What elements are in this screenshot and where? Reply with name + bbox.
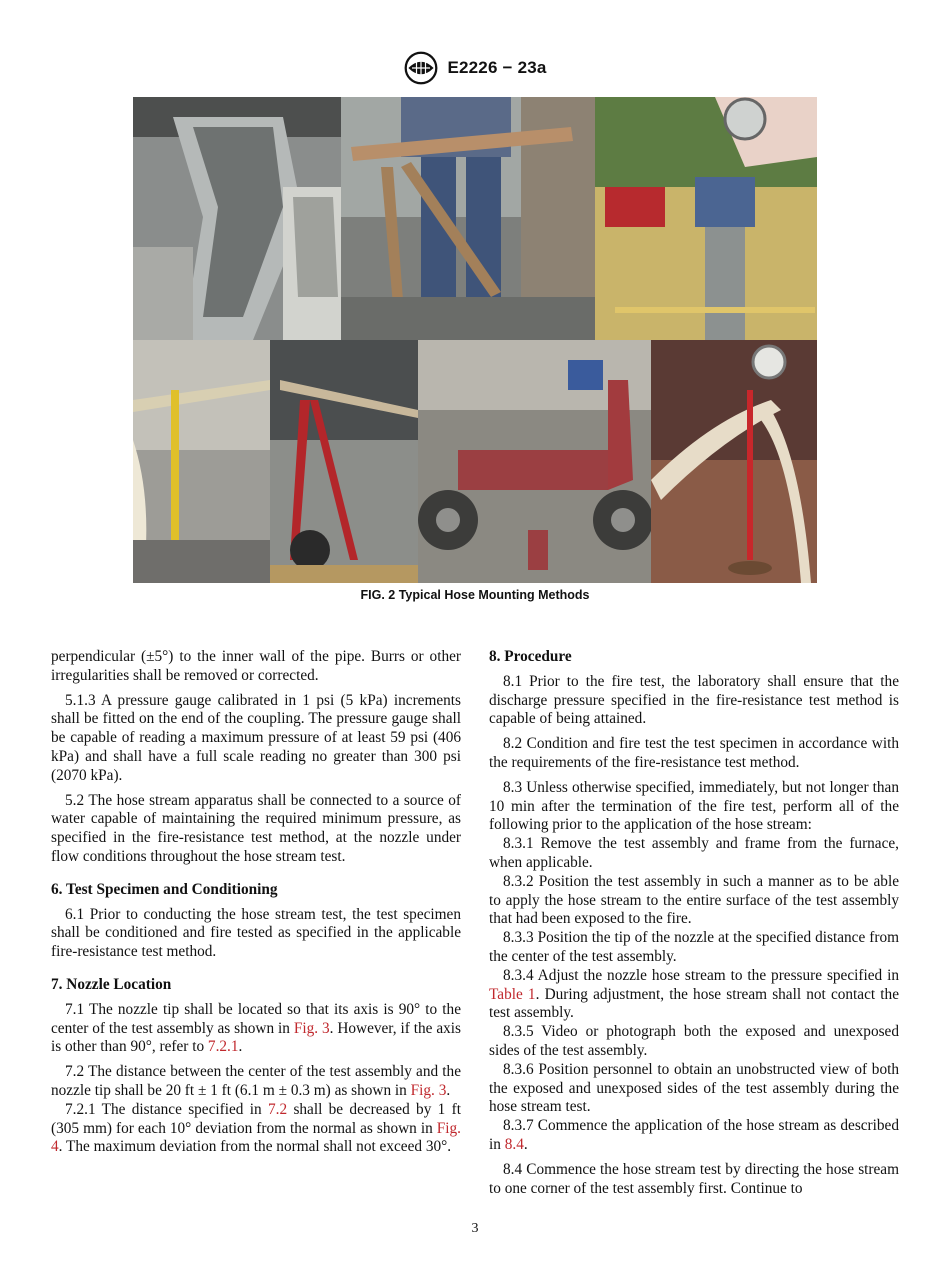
left-column: [51, 648, 461, 1163]
section-8-heading: 8. Procedure: [489, 648, 572, 665]
red-tripod-gauge-mount-photo: [651, 340, 817, 583]
paragraph-8-4: 8.4 Commence the hose stream test by directing the hose stream to one corner of the test assembly first. Continue to: [489, 1160, 899, 1197]
page-number: 3: [471, 1221, 479, 1236]
figure-caption: FIG. 2 Typical Hose Mounting Methods: [360, 588, 590, 602]
paragraph-7-2: 7.2 The distance between the center of the test assembly and the nozzle tip shall be 20 ft ± 1 ft (6.1 m ± 0.3 m) as shown in Fig. 3.: [51, 1063, 461, 1099]
paragraph-7-2-1: 7.2.1 The distance specified in 7.2 shall be decreased by 1 ft (305 mm) for each 10° deviation from the normal as shown in Fig. 4. The maximum deviation from the normal shall not exceed 30°.: [51, 1100, 461, 1156]
fig-3-link[interactable]: Fig. 3: [410, 1081, 447, 1099]
yellow-stand-hose-mount-photo: [133, 340, 270, 583]
paragraph-8-3-1: 8.3.1 Remove the test assembly and frame from the furnace, when applicable.: [489, 835, 899, 871]
paragraph-5-2: 5.2 The hose stream apparatus shall be connected to a source of water capable of maintaining the required minimum pressure, as specified in the fire-resistance test method, at the nozzle under flow conditions throughout the hose stream test.: [51, 791, 461, 865]
section-7-heading: 7. Nozzle Location: [51, 975, 172, 993]
section-6-heading: 6. Test Specimen and Conditioning: [51, 880, 278, 898]
table-1-link[interactable]: Table 1: [489, 985, 536, 1003]
document-designation: E2226 − 23a: [447, 58, 547, 77]
paragraph-8-3-3: 8.3.3 Position the tip of the nozzle at the specified distance from the center of the test assembly.: [489, 929, 899, 965]
wheeled-nozzle-cart-photo: [418, 340, 651, 583]
paragraph-7-1: 7.1 The nozzle tip shall be located so that its axis is 90° to the center of the test assembly as shown in Fig. 3. However, if the axis is other than 90°, refer to 7.2.1.: [51, 1000, 462, 1056]
paragraph-8-2: 8.2 Condition and fire test the test specimen in accordance with the requirements of the fire-resistance test method.: [489, 735, 899, 771]
red-cart-hose-mount-photo: [270, 340, 418, 583]
right-column: [489, 648, 899, 1204]
paragraph-5-1-3: 5.1.3 A pressure gauge calibrated in 1 psi (5 kPa) increments shall be fitted on the end of the coupling. The pressure gauge shall be capable of reading a maximum pressure of at least 59 psi (406 kPa) and shall have a full scale reading no greater than 300 psi (2070 kPa).: [51, 691, 461, 784]
paragraph-6-1: 6.1 Prior to conducting the hose stream test, the test specimen shall be conditioned and fire tested as specified in the applicable fire-resistance test method.: [51, 905, 461, 961]
section-7-2-link[interactable]: 7.2: [267, 1100, 288, 1118]
section-7-2-1-link[interactable]: 7.2.1: [207, 1038, 239, 1056]
paragraph-8-3-4: 8.3.4 Adjust the nozzle hose stream to the pressure specified in Table 1. During adjustment, the hose stream shall not contact the test assembly.: [489, 966, 899, 1022]
paragraph-8-3-7: 8.3.7 Commence the application of the hose stream as described in 8.4.: [489, 1117, 899, 1153]
paragraph-8-3: 8.3 Unless otherwise specified, immediately, but not longer than 10 min after the termination of the fire test, perform all of the following prior to the application of the hose stream:: [489, 778, 899, 834]
nozzle-with-pressure-gauge-photo: [595, 97, 817, 340]
paragraph-8-3-5: 8.3.5 Video or photograph both the exposed and unexposed sides of the test assembly.: [489, 1023, 899, 1059]
astm-logo-icon: [403, 50, 439, 86]
fig-4-link[interactable]: Fig. 4: [51, 1119, 461, 1156]
paragraph-8-3-6: 8.3.6 Position personnel to obtain an unobstructed view of both the exposed and unexposed sides of the test assembly during the hose stream test.: [489, 1060, 899, 1116]
section-8-4-link[interactable]: 8.4: [504, 1135, 524, 1153]
figure-photo-collage: [133, 97, 817, 583]
paragraph-8-3-2: 8.3.2 Position the test assembly in such a manner as to be able to apply the hose stream to the entire surface of the test assembly that had been exposed to the fire.: [489, 872, 899, 928]
fig-3-link[interactable]: Fig. 3: [293, 1019, 330, 1037]
hose-nozzle-closeup-photo: [133, 97, 341, 340]
paragraph-5-1-2-continued: perpendicular (±5°) to the inner wall of the pipe. Burrs or other irregularities shall be removed or corrected.: [51, 648, 461, 684]
page-header: [0, 50, 950, 86]
paragraph-8-1: 8.1 Prior to the fire test, the laboratory shall ensure that the discharge pressure specified in the fire-resistance test method is capable of being attained.: [489, 672, 899, 728]
worker-holding-nozzle-on-tripod-photo: [341, 97, 595, 340]
